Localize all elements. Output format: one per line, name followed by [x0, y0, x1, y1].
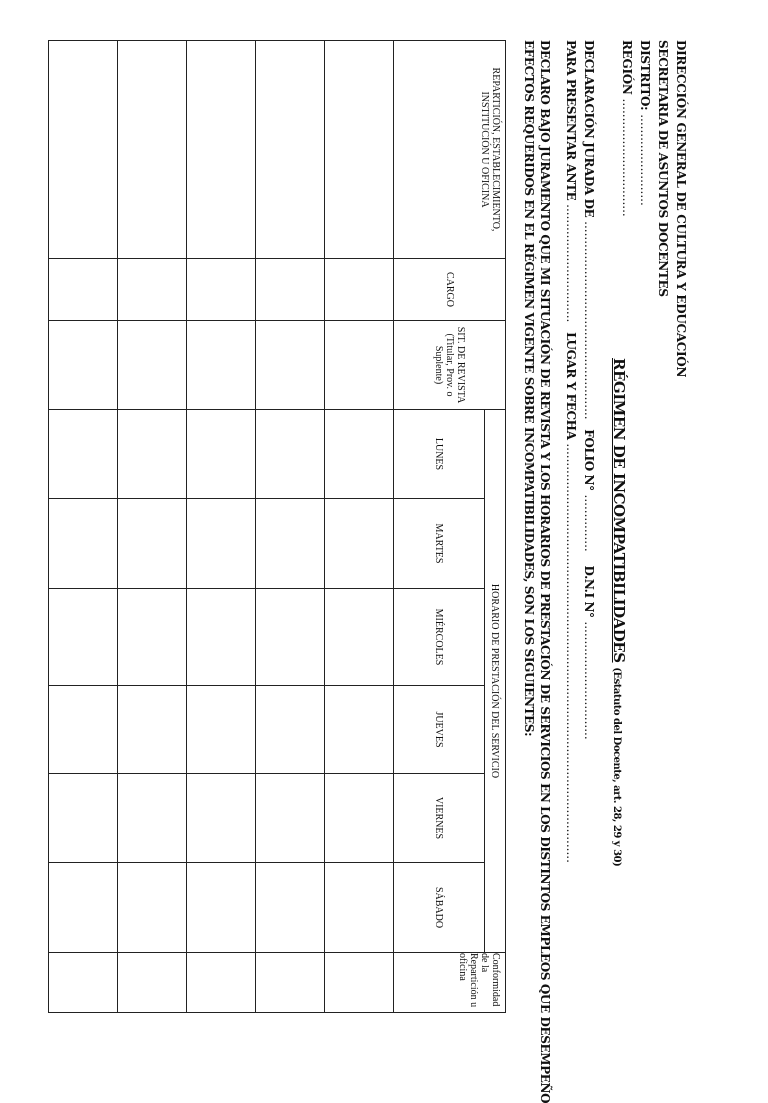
- col-reparticion-header: REPARTICIÓN, ESTABLECIMIENTO, INSTITUCIÓN U OFICINA: [394, 41, 506, 259]
- table-cell[interactable]: [256, 774, 325, 863]
- table-cell[interactable]: [325, 259, 394, 321]
- table-cell[interactable]: [187, 863, 256, 953]
- table-cell[interactable]: [187, 321, 256, 410]
- table-cell[interactable]: [325, 686, 394, 774]
- table-cell[interactable]: [187, 953, 256, 1013]
- statement-line2: EFECTOS REQUERIDOS EN EL RÉGIMEN VIGENTE SOBRE INCOMPATIBILIDADES, SON LOS SIGUIENTES:: [522, 40, 536, 737]
- col-jueves-header: JUEVES: [394, 686, 485, 774]
- place-date-field[interactable]: ..............................................................................................................: [564, 443, 578, 863]
- table-cell[interactable]: [49, 953, 118, 1013]
- table-cell[interactable]: [49, 863, 118, 953]
- place-date-label: LUGAR Y FECHA: [564, 332, 578, 440]
- table-row: [187, 41, 256, 1013]
- table-cell[interactable]: [187, 499, 256, 589]
- header-line1: DIRECCIÓN GENERAL DE CULTURA Y EDUCACIÓN: [674, 40, 688, 378]
- table-cell[interactable]: [118, 589, 187, 686]
- region-label: REGIÓN: [620, 40, 634, 95]
- table-cell[interactable]: [49, 410, 118, 499]
- col-conformidad-header: Conformidad de la Repartición u oficina: [394, 953, 506, 1013]
- presentation-field[interactable]: ...............................: [564, 204, 578, 323]
- document-title: [610, 358, 628, 866]
- table-row: [49, 41, 118, 1013]
- table-cell[interactable]: [256, 953, 325, 1013]
- table-cell[interactable]: [49, 499, 118, 589]
- folio-label: FOLIO N°: [582, 429, 596, 491]
- distrito-row: [638, 40, 652, 206]
- table-row: [256, 41, 325, 1013]
- table-cell[interactable]: [118, 774, 187, 863]
- presentation-row: [564, 40, 578, 863]
- table-cell[interactable]: [118, 863, 187, 953]
- table-cell[interactable]: [256, 589, 325, 686]
- col-sabado-header: SÁBADO: [394, 863, 485, 953]
- dni-field[interactable]: ...............................: [582, 621, 596, 740]
- table-cell[interactable]: [49, 41, 118, 259]
- table-cell[interactable]: [118, 321, 187, 410]
- table-cell[interactable]: [118, 953, 187, 1013]
- col-miercoles-header: MIÉRCOLES: [394, 589, 485, 686]
- table-cell[interactable]: [49, 774, 118, 863]
- table-cell[interactable]: [256, 863, 325, 953]
- table-cell[interactable]: [325, 499, 394, 589]
- table-cell[interactable]: [325, 863, 394, 953]
- group-horario-header: HORARIO DE PRESTACIÓN DEL SERVICIO: [485, 410, 506, 953]
- title-sub: (Estatuto del Docente, art. 28, 29 y 30): [611, 667, 622, 867]
- table-cell[interactable]: [256, 499, 325, 589]
- table-cell[interactable]: [49, 321, 118, 410]
- table-cell[interactable]: [325, 321, 394, 410]
- distrito-field[interactable]: ........................: [638, 114, 652, 206]
- table-cell[interactable]: [187, 259, 256, 321]
- table-cell[interactable]: [49, 259, 118, 321]
- table-cell[interactable]: [187, 686, 256, 774]
- table-cell[interactable]: [325, 41, 394, 259]
- table-row: [325, 41, 394, 1013]
- table-row: [118, 41, 187, 1013]
- col-lunes-header: LUNES: [394, 410, 485, 499]
- col-cargo-header: CARGO: [394, 259, 506, 321]
- table-cell[interactable]: [187, 774, 256, 863]
- col-martes-header: MARTES: [394, 499, 485, 589]
- table-cell[interactable]: [325, 953, 394, 1013]
- declaration-field[interactable]: ....................................................: [582, 221, 596, 420]
- table-cell[interactable]: [325, 589, 394, 686]
- statement-line1: DECLARO BAJO JURAMENTO QUE MI SITUACIÓN DE REVISTA Y LOS HORARIOS DE PRESTACIÓN DE SERVICIOS EN LOS DISTINTOS EMPLEOS QUE DESEMPEÑO: [538, 40, 552, 1103]
- schedule-table: [48, 40, 506, 1013]
- declaration-row: [582, 40, 596, 740]
- dni-label: D.N.I N°: [582, 565, 596, 618]
- header-line2: SECRETARIA DE ASUNTOS DOCENTES: [656, 40, 670, 297]
- table-body: [49, 41, 394, 1013]
- presentation-label: PARA PRESENTAR ANTE: [564, 40, 578, 201]
- table-header-group-row: [485, 41, 506, 1013]
- table-cell[interactable]: [118, 499, 187, 589]
- table-cell[interactable]: [187, 589, 256, 686]
- table-cell[interactable]: [325, 410, 394, 499]
- table-cell[interactable]: [256, 41, 325, 259]
- table-cell[interactable]: [256, 410, 325, 499]
- table-cell[interactable]: [118, 410, 187, 499]
- table-cell[interactable]: [187, 41, 256, 259]
- table-cell[interactable]: [325, 774, 394, 863]
- distrito-label: DISTRITO:: [638, 40, 652, 111]
- table-cell[interactable]: [256, 321, 325, 410]
- region-row: [620, 40, 634, 217]
- table-cell[interactable]: [187, 410, 256, 499]
- table-cell[interactable]: [118, 686, 187, 774]
- region-field[interactable]: ...............................: [620, 98, 634, 217]
- table-cell[interactable]: [49, 686, 118, 774]
- col-sit-revista-header: SIT. DE REVISTA (Titular, Prov. o Suplente): [394, 321, 506, 410]
- table-cell[interactable]: [256, 259, 325, 321]
- folio-field[interactable]: ...............: [582, 494, 596, 552]
- title-main: RÉGIMEN DE INCOMPATIBILIDADES: [610, 358, 628, 663]
- table-cell[interactable]: [118, 259, 187, 321]
- table-cell[interactable]: [118, 41, 187, 259]
- table-cell[interactable]: [49, 589, 118, 686]
- declaration-label: DECLARACIÓN JURADA DE: [582, 40, 596, 218]
- col-viernes-header: VIERNES: [394, 774, 485, 863]
- table-cell[interactable]: [256, 686, 325, 774]
